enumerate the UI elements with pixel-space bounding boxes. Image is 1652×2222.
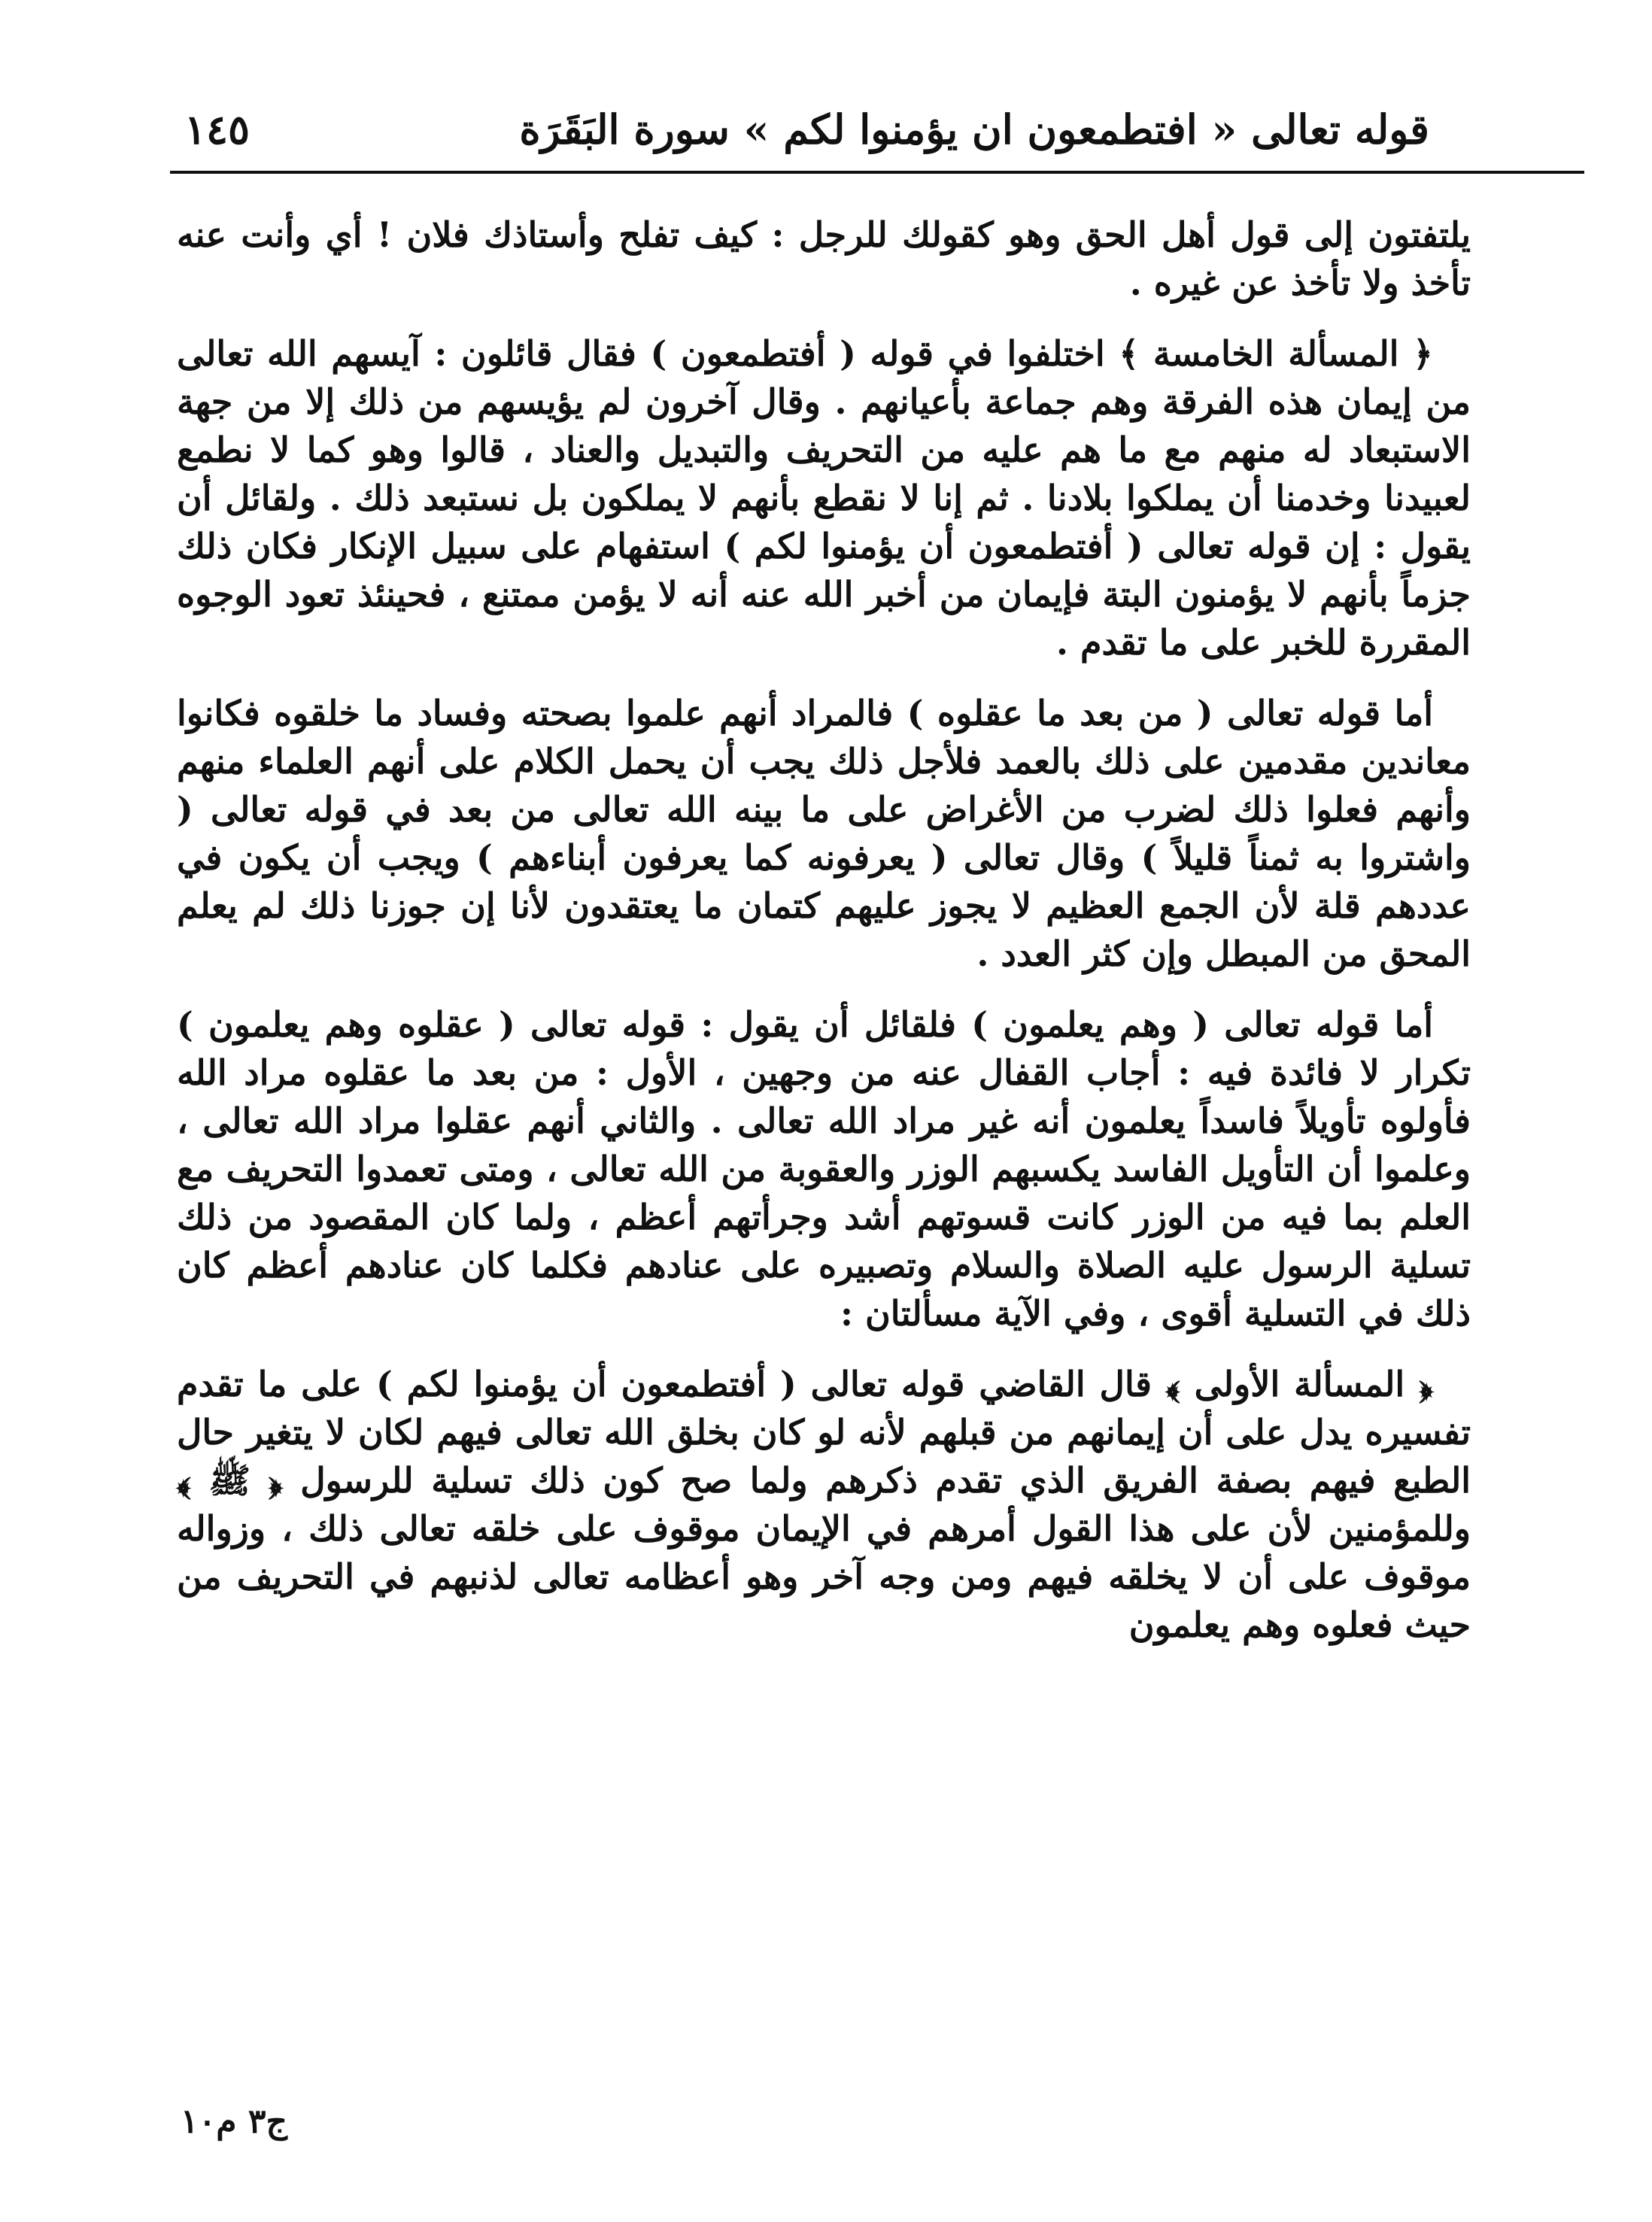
paragraph: أما قوله تعالى ( من بعد ما عقلوه ) فالمراد أنهم علموا بصحته وفساد ما خلقوه فكانوا معاندين مقدمين على ذلك بالعمد فلأجل ذلك يجب أن يحمل الكلام على أنهم العلماء منهم وأنهم فعلوا ذلك لضرب من الأغراض على ما بينه الله تعالى من بعد في قوله تعالى ( واشتروا به ثمناً قليلاً ) وقال تعالى ( يعرفونه كما يعرفون أبناءهم ) ويجب أن يكون في عددهم قلة لأن الجمع العظيم لا يجوز عليهم كتمان ما يعتقدون لأنا إن جوزنا ذلك لم يعلم المحق من المبطل وإن كثر العدد . — [177, 693, 1471, 974]
paragraph: ﴿ المسألة الأولى ﴾ قال القاضي قوله تعالى ( أفتطمعون أن يؤمنوا لكم ) على ما تقدم تفسيره يدل على أن إيمانهم من قبلهم لأنه لو كان بخلق الله تعالى فيهم لكان لا يتغير حال الطبع فيهم بصفة الفريق الذي تقدم ذكرهم ولما صح كون ذلك تسلية للرسول ﴿ ﷺ ﴾ وللمؤمنين لأن على هذا القول أمرهم في الإيمان موقوف على خلقه تعالى ذلك ، وزواله موقوف على أن لا يخلقه فيهم ومن وجه آخر وهو أعظامه تعالى لذنبهم في التحريف من حيث فعلوه وهم يعلمون — [177, 1364, 1471, 1645]
paragraph: أما قوله تعالى ( وهم يعلمون ) فلقائل أن يقول : قوله تعالى ( عقلوه وهم يعلمون ) تكرار لا فائدة فيه : أجاب القفال عنه من وجهين ، الأول : من بعد ما عقلوه مراد الله فأولوه تأويلاً فاسداً يعلمون أنه غير مراد الله تعالى . والثاني أنهم عقلوا مراد الله تعالى ، وعلموا أن التأويل الفاسد يكسبهم الوزر والعقوبة من الله تعالى ، ومتى تعمدوا التحريف مع العلم بما فيه من الوزر كانت قسوتهم أشد وجرأتهم أعظم ، ولما كان المقصود من ذلك تسلية الرسول عليه الصلاة والسلام وتصبيره على عنادهم فكلما كان عنادهم أعظم كان ذلك في التسلية أقوى ، وفي الآية مسألتان : — [177, 1004, 1471, 1334]
body-text — [177, 211, 1471, 1671]
paragraph: ﴿ المسألة الخامسة ﴾ اختلفوا في قوله ( أفتطمعون ) فقال قائلون : آيسهم الله تعالى من إيمان هذه الفرقة وهم جماعة بأعيانهم . وقال آخرون لم يؤيسهم من ذلك إلا من جهة الاستبعاد له منهم مع ما هم عليه من التحريف والتبديل والعناد ، قالوا وهو كما لا نطمع لعبيدنا وخدمنا أن يملكوا بلادنا . ثم إنا لا نقطع بأنهم لا يملكون بل نستبعد ذلك . ولقائل أن يقول : إن قوله تعالى ( أفتطمعون أن يؤمنوا لكم ) استفهام على سبيل الإنكار فكان ذلك جزماً بأنهم لا يؤمنون البتة فإيمان من أخبر الله عنه أنه لا يؤمن ممتنع ، فحينئذ تعود الوجوه المقررة للخبر على ما تقدم . — [177, 333, 1471, 663]
running-title: قوله تعالى « افتطمعون ان يؤمنوا لكم » سورة البَقَرَة — [519, 105, 1429, 153]
page-header — [173, 94, 1429, 177]
signature-mark: ج٣ م١٠ — [181, 2102, 287, 2141]
page-number: ١٤٥ — [184, 105, 251, 153]
paragraph: يلتفتون إلى قول أهل الحق وهو كقولك للرجل : كيف تفلح وأستاذك فلان ! أي وأنت عنه تأخذ ولا تأخذ عن غيره . — [177, 214, 1471, 303]
header-rule — [170, 171, 1584, 174]
